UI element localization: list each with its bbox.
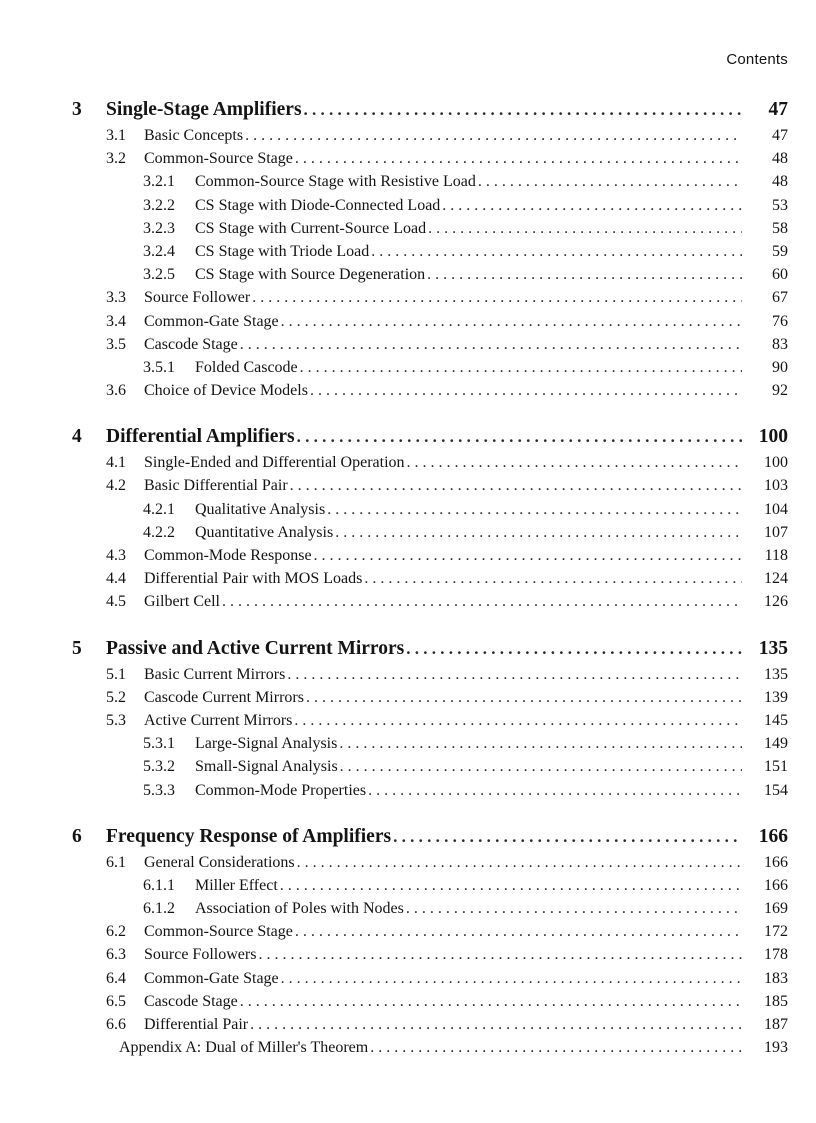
subsection-number: 5.3.1 — [143, 735, 175, 753]
section-title: Differential Pair with MOS Loads — [144, 570, 363, 588]
running-head: Contents — [726, 51, 788, 68]
chapter-5 — [72, 638, 788, 805]
section-title: Common-Mode Response — [144, 547, 312, 564]
section-title: Gilbert Cell — [144, 593, 220, 611]
chapter-number: 3 — [72, 99, 82, 120]
subsection-title: Common-Mode Properties — [195, 781, 367, 799]
section-number: 4.4 — [106, 570, 126, 588]
page-number: 172 — [764, 923, 788, 941]
dot-leader — [340, 758, 742, 776]
dot-leader — [281, 313, 742, 331]
section-title: Common-Source Stage — [144, 923, 293, 941]
section-title: Source Follower — [144, 289, 251, 307]
page-number: 139 — [764, 688, 788, 706]
toc-entry[interactable] — [72, 127, 788, 150]
dot-leader — [393, 827, 742, 847]
page-number: 193 — [764, 1039, 788, 1057]
toc-entry[interactable] — [72, 382, 788, 405]
section-number: 3.6 — [106, 382, 126, 400]
dot-leader — [427, 266, 742, 284]
section-number: 6.5 — [106, 992, 126, 1010]
section-title: Basic Concepts — [144, 127, 244, 144]
section-number: 6.1 — [106, 853, 126, 871]
dot-leader — [442, 197, 742, 215]
toc-entry[interactable] — [72, 477, 788, 500]
toc-entry[interactable] — [72, 501, 788, 524]
dot-leader — [295, 923, 742, 941]
page-number: 178 — [764, 946, 788, 964]
toc-entry[interactable] — [72, 266, 788, 289]
chapter-number: 6 — [72, 825, 82, 847]
section-number: 3.4 — [106, 312, 126, 330]
subsection-title: Miller Effect — [195, 876, 278, 894]
chapter-number: 4 — [72, 426, 82, 448]
section-title: Choice of Device Models — [144, 382, 308, 400]
toc-entry[interactable] — [72, 689, 788, 712]
section-title: Differential Pair — [144, 1016, 249, 1033]
dot-leader — [297, 854, 742, 872]
chapter-4 — [72, 426, 788, 616]
toc-entry[interactable] — [72, 900, 788, 923]
subsection-title: Large-Signal Analysis — [195, 735, 338, 753]
section-title: Active Current Mirrors — [144, 711, 293, 729]
dot-leader — [281, 970, 742, 988]
page-number: 187 — [764, 1016, 788, 1033]
subsection-title: CS Stage with Triode Load — [195, 242, 370, 260]
page-number: 100 — [764, 454, 788, 472]
subsection-number: 3.2.2 — [143, 196, 175, 214]
section-title: General Considerations — [144, 853, 295, 871]
dot-leader — [252, 289, 742, 307]
dot-leader — [240, 993, 742, 1011]
toc-entry[interactable] — [72, 150, 788, 173]
dot-leader — [314, 547, 742, 565]
subsection-title: Quantitative Analysis — [195, 523, 334, 541]
page-number: 135 — [758, 637, 788, 659]
page-number: 169 — [764, 900, 788, 918]
toc-entry[interactable] — [72, 313, 788, 336]
toc-entry[interactable] — [72, 593, 788, 616]
chapter-3 — [72, 99, 788, 405]
page-number: 151 — [764, 758, 788, 776]
dot-leader — [240, 336, 742, 354]
subsection-number: 3.2.3 — [143, 219, 175, 237]
appendix-title: Appendix A: Dual of Miller's Theorem — [119, 1039, 369, 1057]
page-number: 154 — [764, 781, 788, 799]
section-title: Common-Source Stage — [144, 150, 293, 168]
dot-leader — [306, 689, 742, 707]
toc-entry[interactable] — [72, 220, 788, 243]
toc-entry[interactable] — [72, 712, 788, 735]
section-title: Basic Differential Pair — [144, 477, 288, 495]
chapter-number: 5 — [72, 637, 82, 659]
subsection-number: 4.2.2 — [143, 523, 175, 541]
subsection-title: Folded Cascode — [195, 358, 298, 376]
dot-leader — [250, 1016, 742, 1034]
subsection-number: 3.2.4 — [143, 242, 175, 260]
subsection-title: CS Stage with Source Degeneration — [195, 266, 426, 284]
dot-leader — [335, 524, 742, 542]
toc-entry[interactable] — [72, 454, 788, 477]
section-number: 4.5 — [106, 593, 126, 611]
section-title: Cascode Current Mirrors — [144, 688, 304, 706]
toc-entry[interactable] — [72, 243, 788, 266]
section-title: Common-Gate Stage — [144, 312, 279, 330]
page-number: 60 — [772, 266, 788, 284]
toc-entry[interactable] — [72, 547, 788, 570]
dot-leader — [310, 382, 742, 400]
toc-entry[interactable] — [72, 173, 788, 196]
toc-entry[interactable] — [72, 946, 788, 969]
dot-leader — [371, 243, 742, 261]
section-number: 3.2 — [106, 150, 126, 168]
page-number: 185 — [764, 992, 788, 1010]
chapter-title: Frequency Response of Amplifiers — [106, 825, 392, 847]
page-number: 47 — [772, 127, 788, 144]
section-number: 6.4 — [106, 969, 126, 987]
chapter-title: Passive and Active Current Mirrors — [106, 637, 405, 659]
subsection-number: 5.3.2 — [143, 758, 175, 776]
subsection-title: Small-Signal Analysis — [195, 758, 338, 776]
toc-entry[interactable] — [72, 570, 788, 593]
toc-entry[interactable] — [72, 524, 788, 547]
subsection-title: CS Stage with Current-Source Load — [195, 219, 427, 237]
dot-leader — [295, 150, 742, 168]
page-number: 83 — [772, 335, 788, 353]
subsection-title: Association of Poles with Nodes — [195, 900, 404, 918]
table-of-contents — [72, 99, 788, 1083]
dot-leader — [339, 735, 742, 753]
toc-entry-appendix[interactable] — [72, 1039, 788, 1062]
subsection-number: 4.2.1 — [143, 500, 175, 518]
section-title: Cascode Stage — [144, 992, 238, 1010]
page-number: 92 — [772, 382, 788, 400]
toc-entry[interactable] — [72, 923, 788, 946]
page-number: 48 — [772, 173, 788, 191]
chapter-title: Single-Stage Amplifiers — [106, 99, 302, 120]
toc-entry[interactable] — [72, 359, 788, 382]
dot-leader — [406, 639, 742, 659]
page-number: 90 — [772, 358, 788, 376]
subsection-title: Qualitative Analysis — [195, 500, 326, 518]
dot-leader — [287, 666, 742, 684]
toc-entry[interactable] — [72, 289, 788, 312]
page-number: 124 — [764, 570, 788, 588]
dot-leader — [297, 427, 742, 447]
section-number: 3.3 — [106, 289, 126, 307]
chapter-heading[interactable] — [72, 426, 788, 454]
dot-leader — [290, 477, 742, 495]
subsection-number: 6.1.2 — [143, 900, 175, 918]
section-number: 4.3 — [106, 547, 126, 564]
page-number: 67 — [772, 289, 788, 307]
chapter-heading[interactable] — [72, 638, 788, 666]
page-number: 53 — [772, 196, 788, 214]
section-number: 3.1 — [106, 127, 126, 144]
dot-leader — [300, 359, 742, 377]
section-number: 5.3 — [106, 711, 126, 729]
subsection-number: 3.2.5 — [143, 266, 175, 284]
page-number: 59 — [772, 242, 788, 260]
section-title: Cascode Stage — [144, 335, 238, 353]
section-number: 4.2 — [106, 477, 126, 495]
subsection-number: 3.2.1 — [143, 173, 175, 191]
dot-leader — [304, 100, 742, 120]
page-number: 166 — [764, 853, 788, 871]
toc-entry[interactable] — [72, 782, 788, 805]
dot-leader — [280, 877, 742, 895]
toc-entry[interactable] — [72, 758, 788, 781]
dot-leader — [368, 782, 742, 800]
dot-leader — [364, 570, 742, 588]
section-number: 6.6 — [106, 1016, 126, 1033]
page-number: 76 — [772, 312, 788, 330]
toc-entry[interactable] — [72, 993, 788, 1016]
toc-entry[interactable] — [72, 666, 788, 689]
dot-leader — [406, 900, 742, 918]
subsection-title: Common-Source Stage with Resistive Load — [195, 173, 476, 191]
subsection-number: 3.5.1 — [143, 358, 175, 376]
page-number: 48 — [772, 150, 788, 168]
section-number: 6.2 — [106, 923, 126, 941]
dot-leader — [478, 173, 742, 191]
page-number: 166 — [758, 825, 788, 847]
dot-leader — [258, 946, 742, 964]
toc-entry[interactable] — [72, 197, 788, 220]
dot-leader — [294, 712, 742, 730]
subsection-number: 6.1.1 — [143, 876, 175, 894]
toc-entry[interactable] — [72, 854, 788, 877]
page-number: 149 — [764, 735, 788, 753]
toc-entry[interactable] — [72, 336, 788, 359]
page-number: 58 — [772, 219, 788, 237]
toc-entry[interactable] — [72, 735, 788, 758]
section-title: Basic Current Mirrors — [144, 665, 286, 683]
page-number: 135 — [764, 665, 788, 683]
dot-leader — [222, 593, 742, 611]
page-number: 104 — [764, 500, 788, 518]
page-number: 103 — [764, 477, 788, 495]
page-number: 47 — [768, 99, 788, 120]
dot-leader — [407, 454, 742, 472]
section-number: 5.1 — [106, 665, 126, 683]
dot-leader — [327, 501, 742, 519]
toc-entry[interactable] — [72, 970, 788, 993]
dot-leader — [245, 127, 742, 145]
toc-entry[interactable] — [72, 877, 788, 900]
section-title: Source Followers — [144, 946, 257, 964]
page-number: 166 — [764, 876, 788, 894]
page-number: 126 — [764, 593, 788, 611]
chapter-6 — [72, 826, 788, 1063]
dot-leader — [370, 1039, 742, 1057]
page-number: 118 — [764, 547, 788, 564]
page-number: 100 — [758, 426, 788, 448]
chapter-heading[interactable] — [72, 99, 788, 127]
page-number: 183 — [764, 969, 788, 987]
toc-entry[interactable] — [72, 1016, 788, 1039]
section-title: Common-Gate Stage — [144, 969, 279, 987]
section-number: 6.3 — [106, 946, 126, 964]
page-number: 145 — [764, 711, 788, 729]
dot-leader — [428, 220, 742, 238]
page-number: 107 — [764, 523, 788, 541]
chapter-heading[interactable] — [72, 826, 788, 854]
section-number: 3.5 — [106, 335, 126, 353]
subsection-number: 5.3.3 — [143, 781, 175, 799]
subsection-title: CS Stage with Diode-Connected Load — [195, 196, 441, 214]
section-number: 4.1 — [106, 454, 126, 472]
chapter-title: Differential Amplifiers — [106, 426, 295, 448]
section-title: Single-Ended and Differential Operation — [144, 454, 405, 472]
section-number: 5.2 — [106, 688, 126, 706]
